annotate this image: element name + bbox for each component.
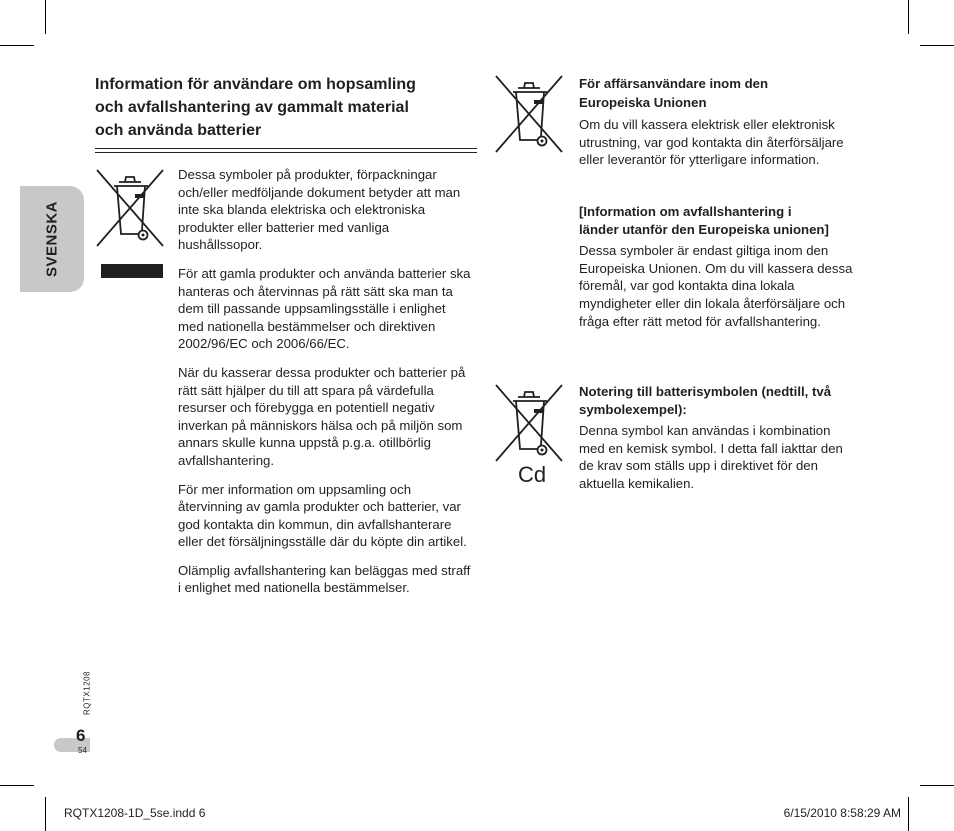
right-section-1 <box>579 74 869 180</box>
paragraph: Om du vill kassera elektrisk eller elektronisk utrustning, var god kontakta din återförsäljare eller leverantör för ytterligare information. <box>579 117 844 168</box>
crop-mark <box>0 45 34 46</box>
paragraph: För att gamla produkter och använda batterier ska hanteras och återvinnas på rätt sätt ska man ta dem till passande uppsamlingsställe i enlighet med nationella bestämmelser och direktiven 2002/96/EC och 2006/66/EC. <box>178 265 471 352</box>
title-rule <box>95 148 477 149</box>
language-tab-label: SVENSKA <box>43 200 61 278</box>
crop-mark <box>908 797 909 831</box>
crop-mark <box>908 0 909 34</box>
paragraph: Olämplig avfallshantering kan beläggas med straff i enlighet med nationella bestämmelser. <box>178 562 471 596</box>
crop-mark <box>0 785 34 786</box>
left-body <box>178 166 473 608</box>
section-title-line: och använda batterier <box>95 122 262 139</box>
solid-bar-symbol <box>101 264 163 278</box>
paragraph: Denna symbol kan användas i kombination med en kemisk symbol. I detta fall iakttar den de krav som ställs upp i direktivet för den aktuella kemikalien. <box>579 423 843 491</box>
crop-mark <box>920 785 954 786</box>
paragraph: Dessa symboler på produkter, förpackningar och/eller medföljande dokument betyder att man inte ska blanda elektriska och elektroniska produkter eller batterier med vanliga hushållssopor. <box>178 167 461 253</box>
document-code: RQTX1208 <box>82 670 92 716</box>
crop-mark <box>920 45 954 46</box>
crossed-out-wheelie-bin-icon <box>95 168 167 248</box>
right-section-3 <box>579 383 869 504</box>
section-heading: [Information om avfallshantering i länder utanför den Europeiska unionen] <box>579 204 829 237</box>
section-heading: För affärsanvändare inom den Europeiska Unionen <box>579 76 769 110</box>
chemical-symbol-label: Cd <box>518 462 547 487</box>
crop-mark <box>45 797 46 831</box>
page-number: 6 <box>76 726 86 745</box>
paragraph: För mer information om uppsamling och återvinning av gamla produkter och batterier, var god kontakta din kommun, din avfallshanterare eller det försäljningsställe där du köpte din artikel. <box>178 481 467 550</box>
title-rule <box>95 152 477 153</box>
crossed-out-wheelie-bin-icon <box>494 74 566 154</box>
footer-file: RQTX1208-1D_5se.indd 6 <box>64 806 206 820</box>
paragraph: När du kasserar dessa produkter och batterier på rätt sätt hjälper du till att spara på värdefulla resurser och förebygga en potentiell negativ inverkan på människors hälsa och på miljön som annars skulle kunna uppstå p.g.a. otillbörlig avfallshantering. <box>178 364 466 468</box>
section-title-line: och avfallshantering av gammalt material <box>95 99 409 116</box>
crossed-out-wheelie-bin-icon <box>494 383 566 463</box>
right-section-2 <box>579 203 869 341</box>
footer-datetime: 6/15/2010 8:58:29 AM <box>783 806 901 820</box>
section-heading: Notering till batterisymbolen (nedtill, två symbolexempel): <box>579 384 832 417</box>
paragraph: Dessa symboler är endast giltiga inom den Europeiska Unionen. Om du vill kassera dessa föremål, var god kontakta dina lokala myndigheter eller din lokala återförsäljare och fråga efter rätt metod för avfallshantering. <box>579 243 853 329</box>
page-number-small: 54 <box>78 746 87 755</box>
section-title-line: Information för användare om hopsamling <box>95 76 416 93</box>
crop-mark <box>45 0 46 34</box>
section-title <box>95 73 480 142</box>
